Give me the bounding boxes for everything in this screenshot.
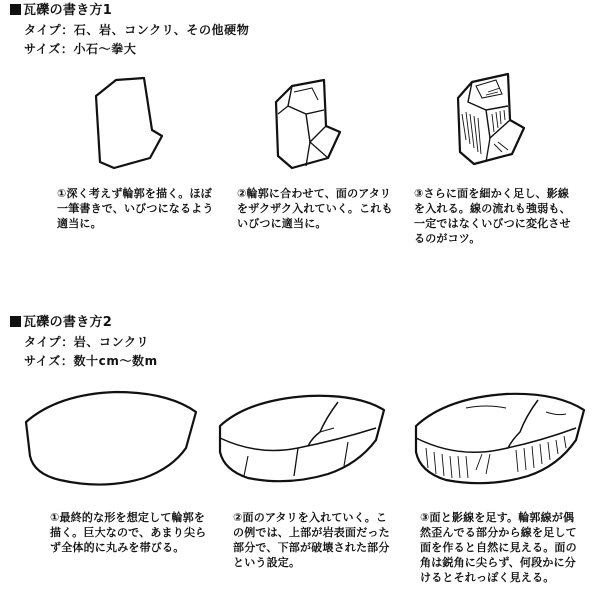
step-1-caption: ①深く考えず輪郭を描く。ほぼ 一筆書きで、いびつになるよう 適当に。 [57, 187, 214, 230]
size-line: サイズ：小石〜拳大 [24, 42, 137, 56]
section-title: 瓦礫の書き方2 [10, 314, 112, 331]
step-2-caption: ②面のアタリを入れていく。こ の例では、上部が岩表面だった 部分で、下部が破壊された部分 という設定。 [233, 511, 390, 569]
type-line: タイプ：岩、コンクリ [24, 335, 150, 349]
square-bullet-icon [10, 4, 21, 15]
step-1-caption: ①最終的な形を想定して輪郭を 描く。巨大なので、あまり尖ら ず全体的に丸みを帯びる。 [50, 511, 207, 554]
stone-outline-figure [86, 74, 176, 174]
step-3-caption: ③さらに面を細かく足し、影線 を入れる。線の流れも強弱も、 一定ではなくいびつに変化させ るのがコツ。 [414, 187, 571, 245]
rock-shaded-figure [406, 382, 592, 494]
step-3-caption: ③面と影線を足す。輪郭線が偶 然歪んでる部分から線を足して 面を作ると自然に見える。面の 角は鋭角に尖らず、何段かに分 けるとそれっぽく見える。 [420, 511, 577, 584]
stone-faces-figure [266, 74, 356, 174]
square-bullet-icon [10, 316, 21, 327]
section-rubble-method-2 [0, 310, 600, 597]
step-2-caption: ②輪郭に合わせて、面のアタリ をザクザク入れていく。これも いびつに適当に。 [237, 187, 393, 230]
type-line: タイプ：石、岩、コンクリ、その他硬物 [24, 23, 250, 37]
rock-faces-figure [208, 382, 394, 494]
section-title: 瓦礫の書き方1 [10, 2, 112, 19]
rock-outline-figure [18, 382, 204, 494]
stone-shaded-figure [446, 62, 536, 172]
size-line: サイズ：数十cm〜数m [24, 354, 158, 368]
section-rubble-method-1 [0, 0, 600, 290]
